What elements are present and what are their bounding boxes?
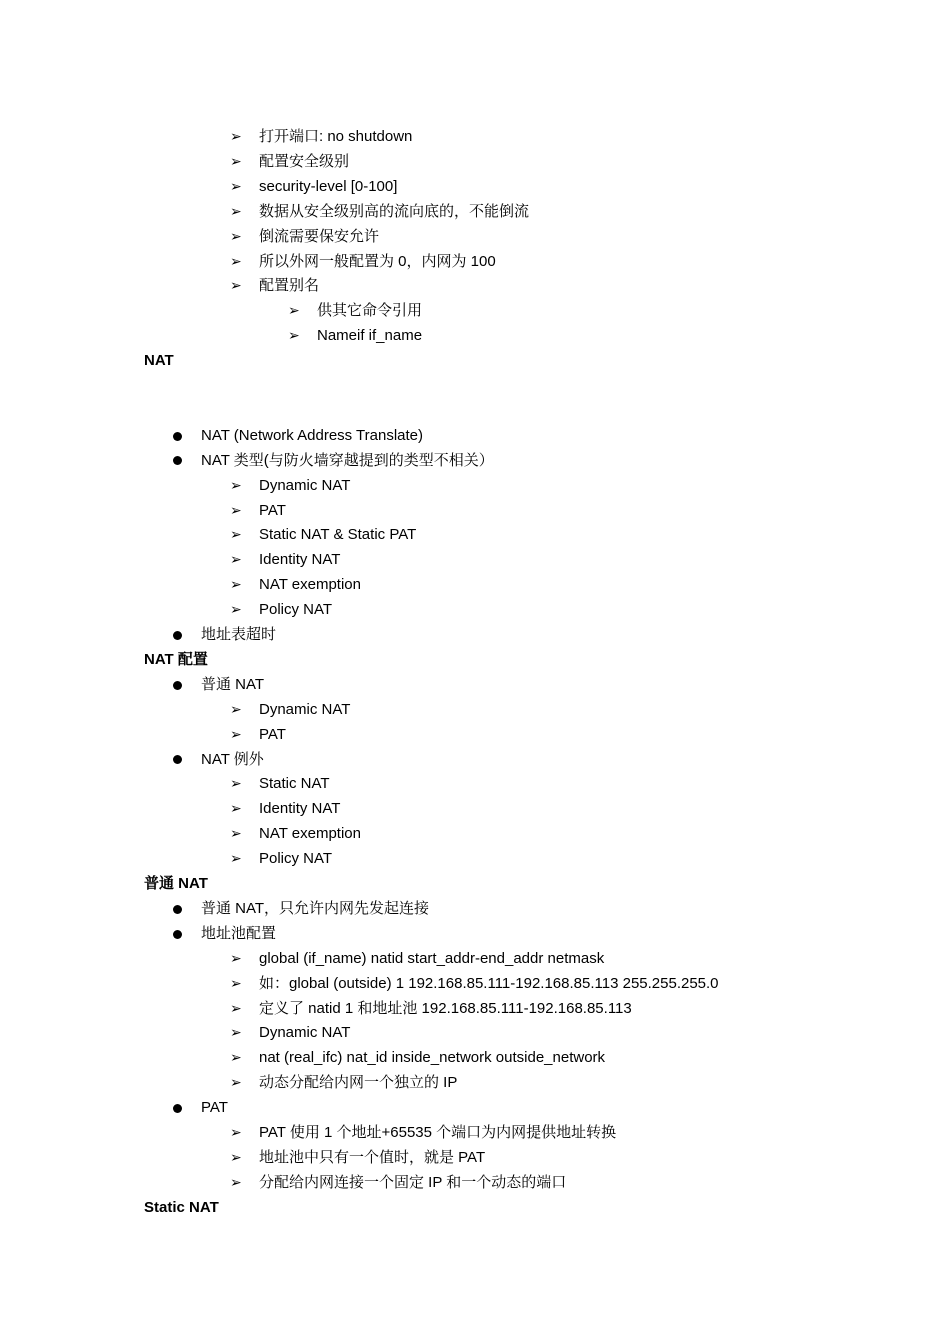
item-text: 普通 NAT — [201, 675, 265, 693]
item-text: 倒流需要保安允许 — [259, 227, 380, 245]
item-text: 地址池中只有一个值时，就是 PAT — [259, 1148, 486, 1166]
disc-bullet-icon — [173, 1097, 191, 1119]
arrow-bullet-icon: ➢ — [230, 776, 242, 793]
item-text: PAT 使用 1 个地址+65535 个端口为内网提供地址转换 — [259, 1124, 617, 1141]
disc-bullet-icon — [173, 450, 191, 472]
item-text: global (if_name) natid start_addr-end_addr netmask — [259, 949, 605, 967]
item-text: 数据从安全级别高的流向底的，不能倒流 — [259, 202, 530, 220]
arrow-bullet-icon: ➢ — [230, 228, 242, 245]
arrow-bullet-icon: ➢ — [230, 477, 242, 494]
item-text: PAT — [259, 501, 286, 519]
item-text: 地址池配置 — [201, 924, 277, 942]
item-text: 动态分配给内网一个独立的 IP — [259, 1074, 458, 1092]
arrow-bullet-icon: ➢ — [230, 502, 242, 519]
arrow-bullet-icon: ➢ — [230, 552, 242, 569]
arrow-bullet-icon: ➢ — [230, 1075, 242, 1092]
arrow-bullet-icon: ➢ — [288, 328, 300, 345]
item-text: security-level [0-100] — [259, 177, 398, 195]
item-text: NAT exemption — [259, 825, 361, 843]
item-text: Dynamic NAT — [259, 476, 351, 494]
disc-bullet-icon — [173, 923, 191, 945]
arrow-bullet-icon: ➢ — [230, 1050, 242, 1067]
item-text: Dynamic NAT — [259, 700, 351, 718]
item-text: 定义了 natid 1 和地址池 192.168.85.111-192.168.85.113 — [259, 999, 632, 1017]
arrow-bullet-icon: ➢ — [230, 1025, 242, 1042]
arrow-bullet-icon: ➢ — [230, 975, 242, 992]
arrow-bullet-icon: ➢ — [230, 701, 242, 718]
heading-text: 普通 NAT — [144, 875, 208, 892]
arrow-bullet-icon: ➢ — [230, 726, 242, 743]
item-text: Policy NAT — [259, 850, 333, 868]
arrow-bullet-icon: ➢ — [230, 527, 242, 544]
item-text: Identity NAT — [259, 551, 341, 569]
arrow-bullet-icon: ➢ — [230, 203, 242, 220]
disc-bullet-icon — [173, 624, 191, 646]
item-text: PAT — [259, 725, 286, 743]
arrow-bullet-icon: ➢ — [230, 826, 242, 843]
item-text: NAT exemption — [259, 576, 361, 594]
item-text: Static NAT & Static PAT — [259, 526, 417, 544]
item-text: 供其它命令引用 — [317, 302, 423, 320]
item-text: Dynamic NAT — [259, 1024, 351, 1042]
arrow-bullet-icon: ➢ — [230, 153, 242, 170]
item-text: 所以外网一般配置为 0，内网为 100 — [259, 252, 496, 270]
arrow-bullet-icon: ➢ — [230, 278, 242, 295]
arrow-bullet-icon: ➢ — [230, 178, 242, 195]
item-text: 普通 NAT，只允许内网先发起连接 — [201, 899, 430, 917]
disc-bullet-icon — [173, 749, 191, 771]
arrow-bullet-icon: ➢ — [230, 577, 242, 594]
item-text: nat (real_ifc) nat_id inside_network outside_network — [259, 1049, 606, 1067]
arrow-bullet-icon: ➢ — [230, 801, 242, 818]
item-text: 地址表超时 — [201, 626, 277, 643]
arrow-bullet-icon: ➢ — [230, 950, 242, 967]
arrow-bullet-icon: ➢ — [230, 851, 242, 868]
item-text: 打开端口: no shutdown — [259, 128, 413, 145]
item-text: Static NAT — [259, 775, 330, 793]
item-text: NAT 类型(与防火墙穿越提到的类型不相关） — [201, 451, 494, 469]
disc-bullet-icon — [173, 425, 191, 447]
item-text: 配置别名 — [259, 277, 320, 295]
item-text: 分配给内网连接一个固定 IP 和一个动态的端口 — [259, 1173, 567, 1191]
item-text: NAT (Network Address Translate) — [201, 426, 424, 444]
item-text: Identity NAT — [259, 800, 341, 818]
item-text: PAT — [201, 1099, 228, 1117]
item-text: NAT 例外 — [201, 750, 264, 768]
heading-text: NAT 配置 — [144, 650, 208, 668]
heading-text: NAT — [144, 352, 174, 370]
disc-bullet-icon — [173, 898, 191, 920]
arrow-bullet-icon: ➢ — [230, 1125, 242, 1141]
arrow-bullet-icon: ➢ — [230, 253, 242, 270]
arrow-bullet-icon: ➢ — [230, 602, 242, 619]
arrow-bullet-icon: ➢ — [288, 303, 300, 320]
heading-text: Static NAT — [144, 1198, 219, 1216]
item-text: Nameif if_name — [317, 327, 423, 345]
arrow-bullet-icon: ➢ — [230, 1149, 242, 1166]
arrow-bullet-icon: ➢ — [230, 1174, 242, 1191]
item-text: Policy NAT — [259, 601, 333, 619]
disc-bullet-icon — [173, 674, 191, 696]
item-text: 如：global (outside) 1 192.168.85.111-192.168.85.113 255.255.255.0 — [259, 974, 719, 992]
arrow-bullet-icon: ➢ — [230, 129, 242, 145]
arrow-bullet-icon: ➢ — [230, 1000, 242, 1017]
item-text: 配置安全级别 — [259, 152, 350, 170]
